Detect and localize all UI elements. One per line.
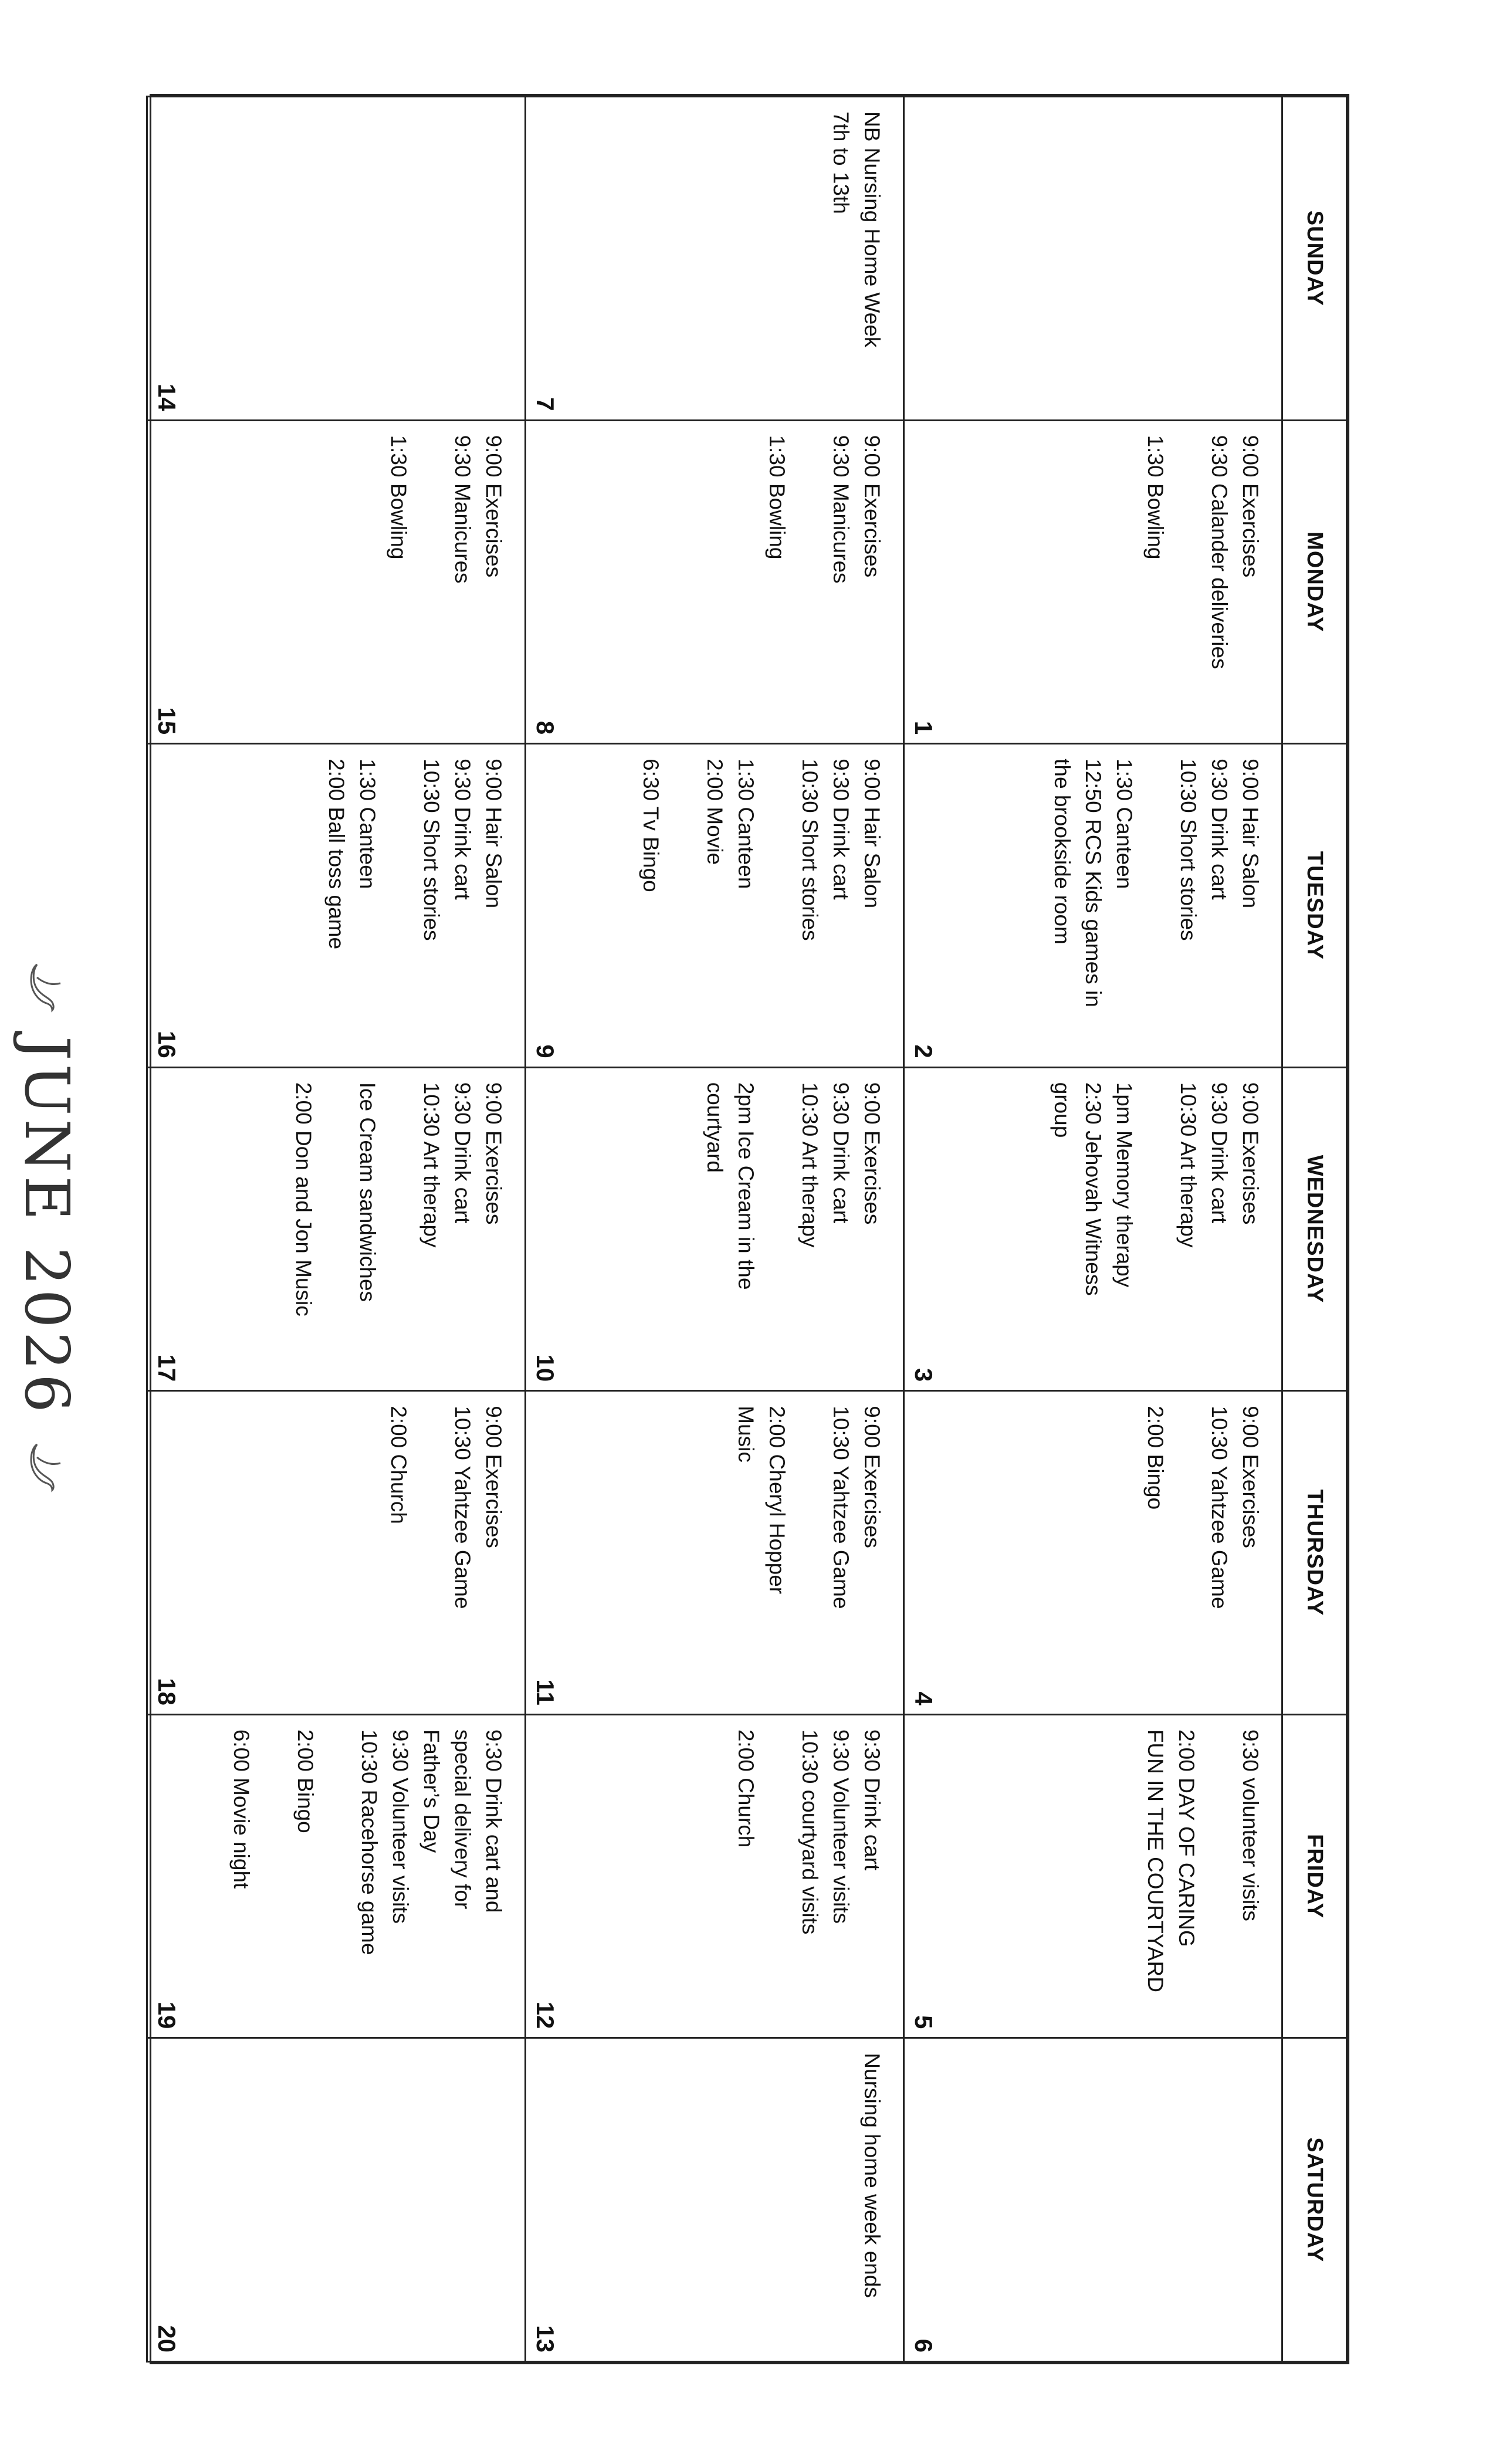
event-item: 9:30 Drink cart [1207,759,1231,900]
weekday-header-sunday: SUNDAY [1282,97,1347,421]
day-cell [904,1067,1282,1391]
event-item: 9:30 Drink cart [829,759,853,900]
event-item: FUN IN THE COURTYARD [1143,1729,1167,1992]
day-number: 13 [532,2325,559,2353]
event-item: 9:30 Volunteer visits [829,1729,853,1924]
day-number: 11 [532,1679,559,1705]
event-item: 9:30 Manicures [451,435,475,584]
event-item: 9:30 Drink cart [860,1729,884,1871]
day-number: 16 [153,1030,181,1058]
event-item: 9:00 Exercises [1238,435,1263,578]
day-cell [147,1391,526,1715]
calendar-page [0,53,1349,2399]
day-cell [526,97,904,421]
weekday-header-tuesday: TUESDAY [1282,744,1347,1068]
event-gap [414,435,447,729]
event-list [1140,1392,1281,1714]
event-item: 1:30 Bowling [387,435,411,560]
event-list [321,744,524,1067]
event-item: 1:30 Canteen [1112,759,1136,889]
event-item: 2:00 Church [734,1729,758,1848]
event-list [730,1715,903,2037]
event-list [509,2039,524,2361]
day-cell [147,2038,526,2362]
event-gap [666,759,699,1052]
event-item: 9:00 Exercises [1238,1082,1263,1225]
event-gap [1202,1729,1235,2023]
event-item: 9:00 Exercises [482,1082,506,1225]
event-item: NB Nursing Home Week [860,111,884,348]
day-number: 19 [153,2001,181,2029]
event-list [226,1715,524,2037]
event-list [509,97,524,419]
day-number: 17 [153,1354,181,1382]
event-gap [414,1406,447,1700]
event-item: 6:00 Movie night [229,1729,253,1889]
day-number: 8 [532,720,559,735]
weekday-header-row [1282,97,1347,2362]
event-item: 9:30 Drink cart [1207,1082,1231,1224]
event-item: 9:30 Calander deliveries [1207,435,1231,669]
day-number: 1 [910,720,937,735]
event-item: 9:00 Exercises [860,1082,884,1225]
event-item: 9:00 Hair Salon [860,759,884,909]
calendar-grid [150,94,1349,2364]
day-number: 15 [153,707,181,735]
event-item: 9:00 Exercises [1238,1406,1263,1548]
day-number: 4 [910,1691,937,1705]
event-item: 10:30 Racehorse game [357,1729,381,1955]
event-list [383,1392,524,1714]
event-item: 1:30 Canteen [734,759,758,889]
event-item: 10:30 courtyard visits [798,1729,822,1935]
day-number: 5 [910,2015,937,2029]
event-item: 10:30 Yahtzee Game [451,1406,475,1609]
week-row [526,97,904,2362]
event-item: 10:30 Short stories [1176,759,1200,941]
weekday-header-wednesday: WEDNESDAY [1282,1067,1347,1391]
event-item: 9:30 Manicures [829,435,853,584]
weekday-header-friday: FRIDAY [1282,1714,1347,2038]
week-row [147,97,526,2362]
event-item: 10:30 Short stories [798,759,822,941]
event-list [1266,2039,1281,2361]
day-cell [526,1067,904,1391]
event-item: 9:30 Drink cart [451,759,475,900]
event-list [383,421,524,743]
day-number: 20 [153,2325,181,2353]
event-list [1266,97,1281,419]
event-list [1047,1068,1281,1390]
month-title: JUNE 2026 [11,1036,83,1416]
day-number: 6 [910,2338,937,2353]
event-gap [793,1406,825,1700]
event-gap [319,1082,352,1376]
day-number: 14 [153,383,181,411]
day-cell [904,420,1282,744]
event-list [699,1068,903,1390]
event-item: 6:30 Tv Bingo [639,759,663,892]
event-list [1047,744,1281,1067]
event-item: 9:00 Exercises [482,1406,506,1548]
day-number: 7 [532,397,559,411]
day-number: 9 [532,1044,559,1058]
day-number: 12 [532,2001,559,2029]
event-item: 2pm Ice Cream in the courtyard [703,1082,758,1290]
event-item: 2:00 DAY OF CARING [1175,1729,1199,1947]
event-item: 1:30 Canteen [356,759,380,889]
calendar-title [12,53,82,2399]
event-item: 9:30 Drink cart and special delivery for Father’s Day [419,1729,506,1913]
day-cell [904,2038,1282,2362]
event-item: 9:00 Exercises [860,435,884,578]
event-item: 2:00 Ball toss game [324,759,348,950]
day-number: 18 [153,1678,181,1705]
event-gap [1171,435,1204,729]
event-list [825,97,903,419]
day-cell [147,744,526,1068]
event-item: 1:30 Bowling [1143,435,1167,560]
day-cell [147,1067,526,1391]
day-cell [904,97,1282,421]
event-item: 10:30 Short stories [419,759,444,941]
event-list [635,744,903,1067]
weekday-header-thursday: THURSDAY [1282,1391,1347,1715]
day-cell [147,97,526,421]
weekday-header-monday: MONDAY [1282,420,1347,744]
event-item: 9:00 Exercises [482,435,506,578]
event-list [1140,1715,1281,2037]
event-list [1140,421,1281,743]
day-cell [526,1714,904,2038]
event-item: Nursing home week ends [860,2053,884,2298]
event-item: 9:00 Hair Salon [482,759,506,909]
bird-icon [26,960,67,1013]
event-item: 9:00 Exercises [860,1406,884,1548]
event-item: 2:00 Bingo [1143,1406,1167,1510]
event-item: 12:50 RCS Kids games in the brookside room [1050,759,1105,1007]
event-gap [761,1729,794,2023]
event-item: 10:30 Yahtzee Game [829,1406,853,1609]
event-gap [761,1082,794,1376]
day-cell [526,744,904,1068]
event-item: 2:00 Church [387,1406,411,1524]
day-cell [904,1714,1282,2038]
event-list [857,2039,903,2361]
event-gap [761,759,794,1052]
event-item: 7th to 13th [829,111,853,214]
event-item: 10:30 Art therapy [419,1082,444,1248]
day-cell [526,1391,904,1715]
event-item: 10:30 Art therapy [798,1082,822,1248]
event-item: Ice Cream sandwiches [356,1082,380,1302]
event-gap [1140,759,1173,1052]
day-cell [526,2038,904,2362]
day-cell [904,744,1282,1068]
event-list [288,1068,524,1390]
event-list [730,1392,903,1714]
event-item: 9:30 Volunteer visits [388,1729,412,1924]
day-number: 3 [910,1368,937,1382]
week-row [904,97,1282,2362]
day-cell [904,1391,1282,1715]
day-cell [147,1714,526,2038]
event-item: 9:30 Drink cart [829,1082,853,1224]
event-item: 1:30 Bowling [765,435,789,560]
event-item: 10:30 Yahtzee Game [1207,1406,1231,1609]
event-item: 2:00 Cheryl Hopper Music [734,1406,789,1595]
event-item: 9:30 volunteer visits [1238,1729,1263,1921]
event-item: 2:00 Movie [703,759,727,865]
event-gap [1140,1082,1173,1376]
event-item: 2:00 Don and Jon Music [292,1082,316,1316]
bird-icon [26,1440,67,1492]
day-cell [526,420,904,744]
event-list [761,421,903,743]
event-item: 10:30 Art therapy [1176,1082,1200,1248]
event-gap [321,1729,354,2023]
event-gap [383,759,416,1052]
event-gap [793,435,825,729]
event-item: 1pm Memory therapy [1112,1082,1136,1288]
event-gap [257,1729,290,2023]
weekday-header-saturday: SATURDAY [1282,2038,1347,2362]
event-item: 2:30 Jehovah Witness group [1050,1082,1105,1296]
event-item: 9:00 Hair Salon [1238,759,1263,909]
event-item: 2:00 Bingo [293,1729,317,1833]
event-gap [383,1082,416,1376]
event-item: 9:30 Drink cart [451,1082,475,1224]
day-number: 10 [532,1354,559,1382]
day-number: 2 [910,1044,937,1058]
day-cell [147,420,526,744]
event-gap [1171,1406,1204,1700]
